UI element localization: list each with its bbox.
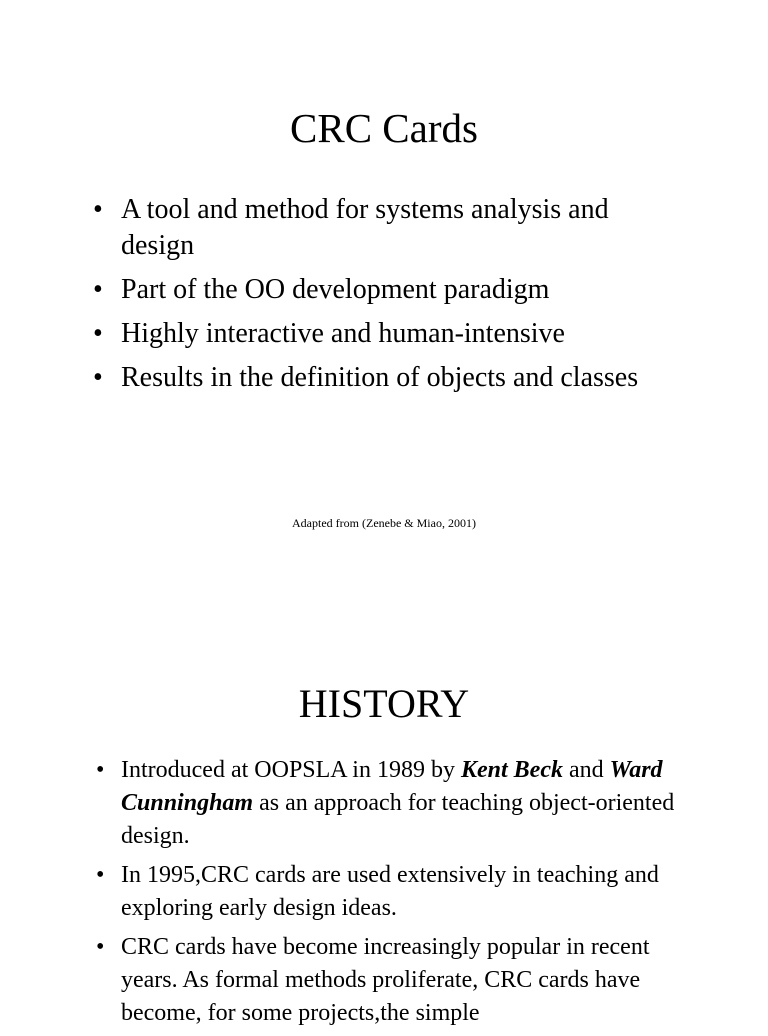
- person-name: Ward Cunningham: [121, 757, 663, 816]
- bullet-item: [0, 316, 676, 352]
- bullet-item: [0, 754, 681, 853]
- source-credit: Adapted from (Zenebe & Miao, 2001): [292, 516, 476, 530]
- bullet-dot: •: [93, 362, 103, 393]
- slide-title: CRC Cards: [290, 105, 478, 151]
- bullet-dot: •: [96, 757, 105, 783]
- bullet-text: [121, 757, 674, 849]
- person-name: Kent Beck: [460, 757, 563, 783]
- slide-title: HISTORY: [298, 681, 470, 726]
- bullet-item: [0, 859, 681, 925]
- bullet-dot: •: [93, 194, 103, 225]
- bullet-item: [0, 272, 676, 308]
- bullet-dot: •: [96, 862, 105, 888]
- bullet-item: [0, 360, 676, 396]
- bullet-text-part: and: [562, 757, 610, 783]
- bullet-item: [0, 931, 681, 1030]
- bullet-text-part: as an approach for teaching object-oriented design.: [121, 790, 675, 849]
- bullet-text: Highly interactive and human-intensive: [121, 318, 565, 349]
- bullet-dot: •: [93, 318, 103, 349]
- bullet-text: A tool and method for systems analysis and design: [121, 194, 609, 261]
- bullet-text: Part of the OO development paradigm: [121, 274, 550, 305]
- bullet-dot: •: [96, 934, 105, 960]
- bullet-dot: •: [93, 274, 103, 305]
- bullet-text: CRC cards have become increasingly popular in recent years. As formal methods proliferate, CRC cards have become, for some projects,the simple: [121, 934, 650, 1026]
- bullet-text: Results in the definition of objects and classes: [121, 362, 639, 393]
- bullet-item: [0, 192, 676, 264]
- bullet-text-part: Introduced at OOPSLA in 1989 by: [121, 757, 461, 783]
- slide-history: [0, 640, 768, 1024]
- bullet-list: [0, 192, 768, 404]
- bullet-text: In 1995,CRC cards are used extensively in teaching and exploring early design ideas.: [121, 862, 671, 921]
- bullet-list: [0, 754, 768, 1036]
